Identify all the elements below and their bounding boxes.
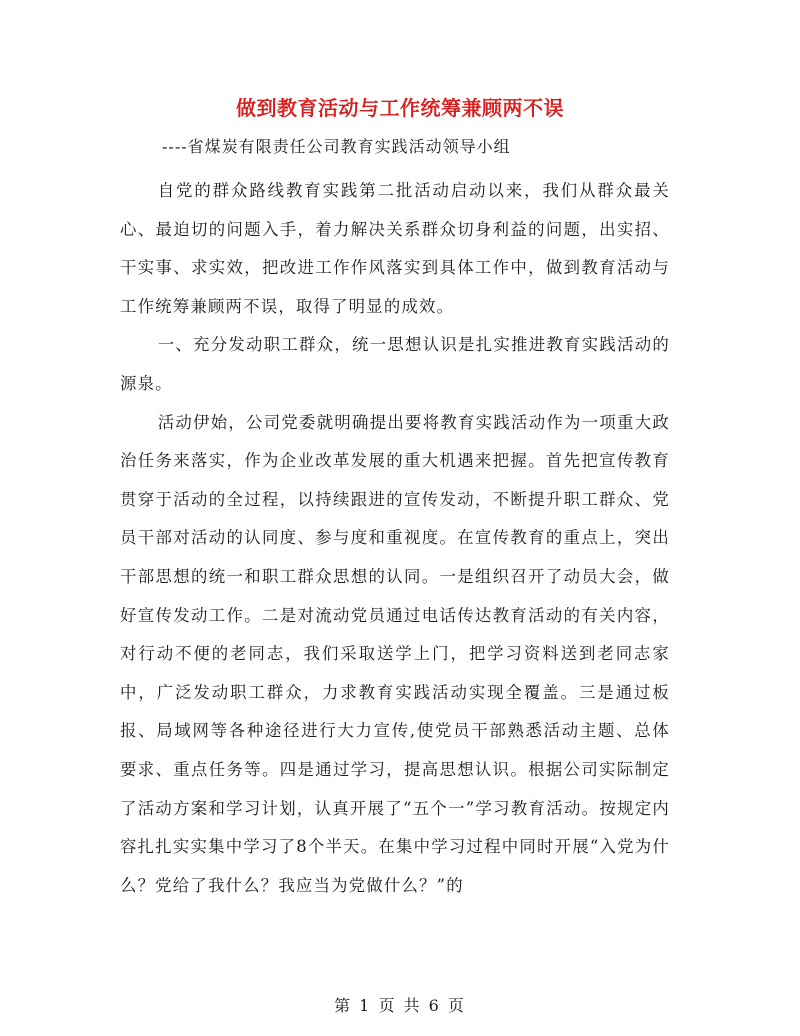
paragraph-activity: 活动伊始，公司党委就明确提出要将教育实践活动作为一项重大政治任务来落实，作为企业改革发展的重大机遇来把握。首先把宣传教育贯穿于活动的全过程，以持续跟进的宣传发动，不断提升职工群众、党员干部对活动的认同度、参与度和重视度。在宣传教育的重点上，突出干部思想的统一和职工群众思想的认同。一是组织召开了动员大会，做好宣传发动工作。二是对流动党员通过电话传达教育活动的有关内容，对行动不便的老同志，我们采取送学上门，把学习资料送到老同志家中，广泛发动职工群众，力求教育实践活动实现全覆盖。三是通过板报、局域网等各种途径进行大力宣传,使党员干部熟悉活动主题、总体要求、重点任务等。四是通过学习，提高思想认识。根据公司实际制定了活动方案和学习计划，认真开展了“五个一”学习教育活动。按规定内容扎扎实实集中学习了8个半天。在集中学习过程中同时开展“入党为什么？党给了我什么？我应当为党做什么？”的 (120, 412, 670, 895)
document-subtitle: ----省煤炭有限责任公司教育实践活动领导小组 (162, 137, 511, 156)
page-number-footer: 第 1 页 共 6 页 (334, 996, 466, 1015)
paragraph-section-heading: 一、充分发动职工群众，统一思想认识是扎实推进教育实践活动的源泉。 (120, 335, 670, 393)
document-title: 做到教育活动与工作统筹兼顾两不误 (236, 96, 564, 120)
document-body (120, 172, 670, 905)
paragraph-intro: 自党的群众路线教育实践第二批活动启动以来，我们从群众最关心、最迫切的问题入手，着力解决关系群众切身利益的问题，出实招、干实事、求实效，把改进工作作风落实到具体工作中，做到教育活动与工作统筹兼顾两不误，取得了明显的成效。 (120, 181, 670, 316)
